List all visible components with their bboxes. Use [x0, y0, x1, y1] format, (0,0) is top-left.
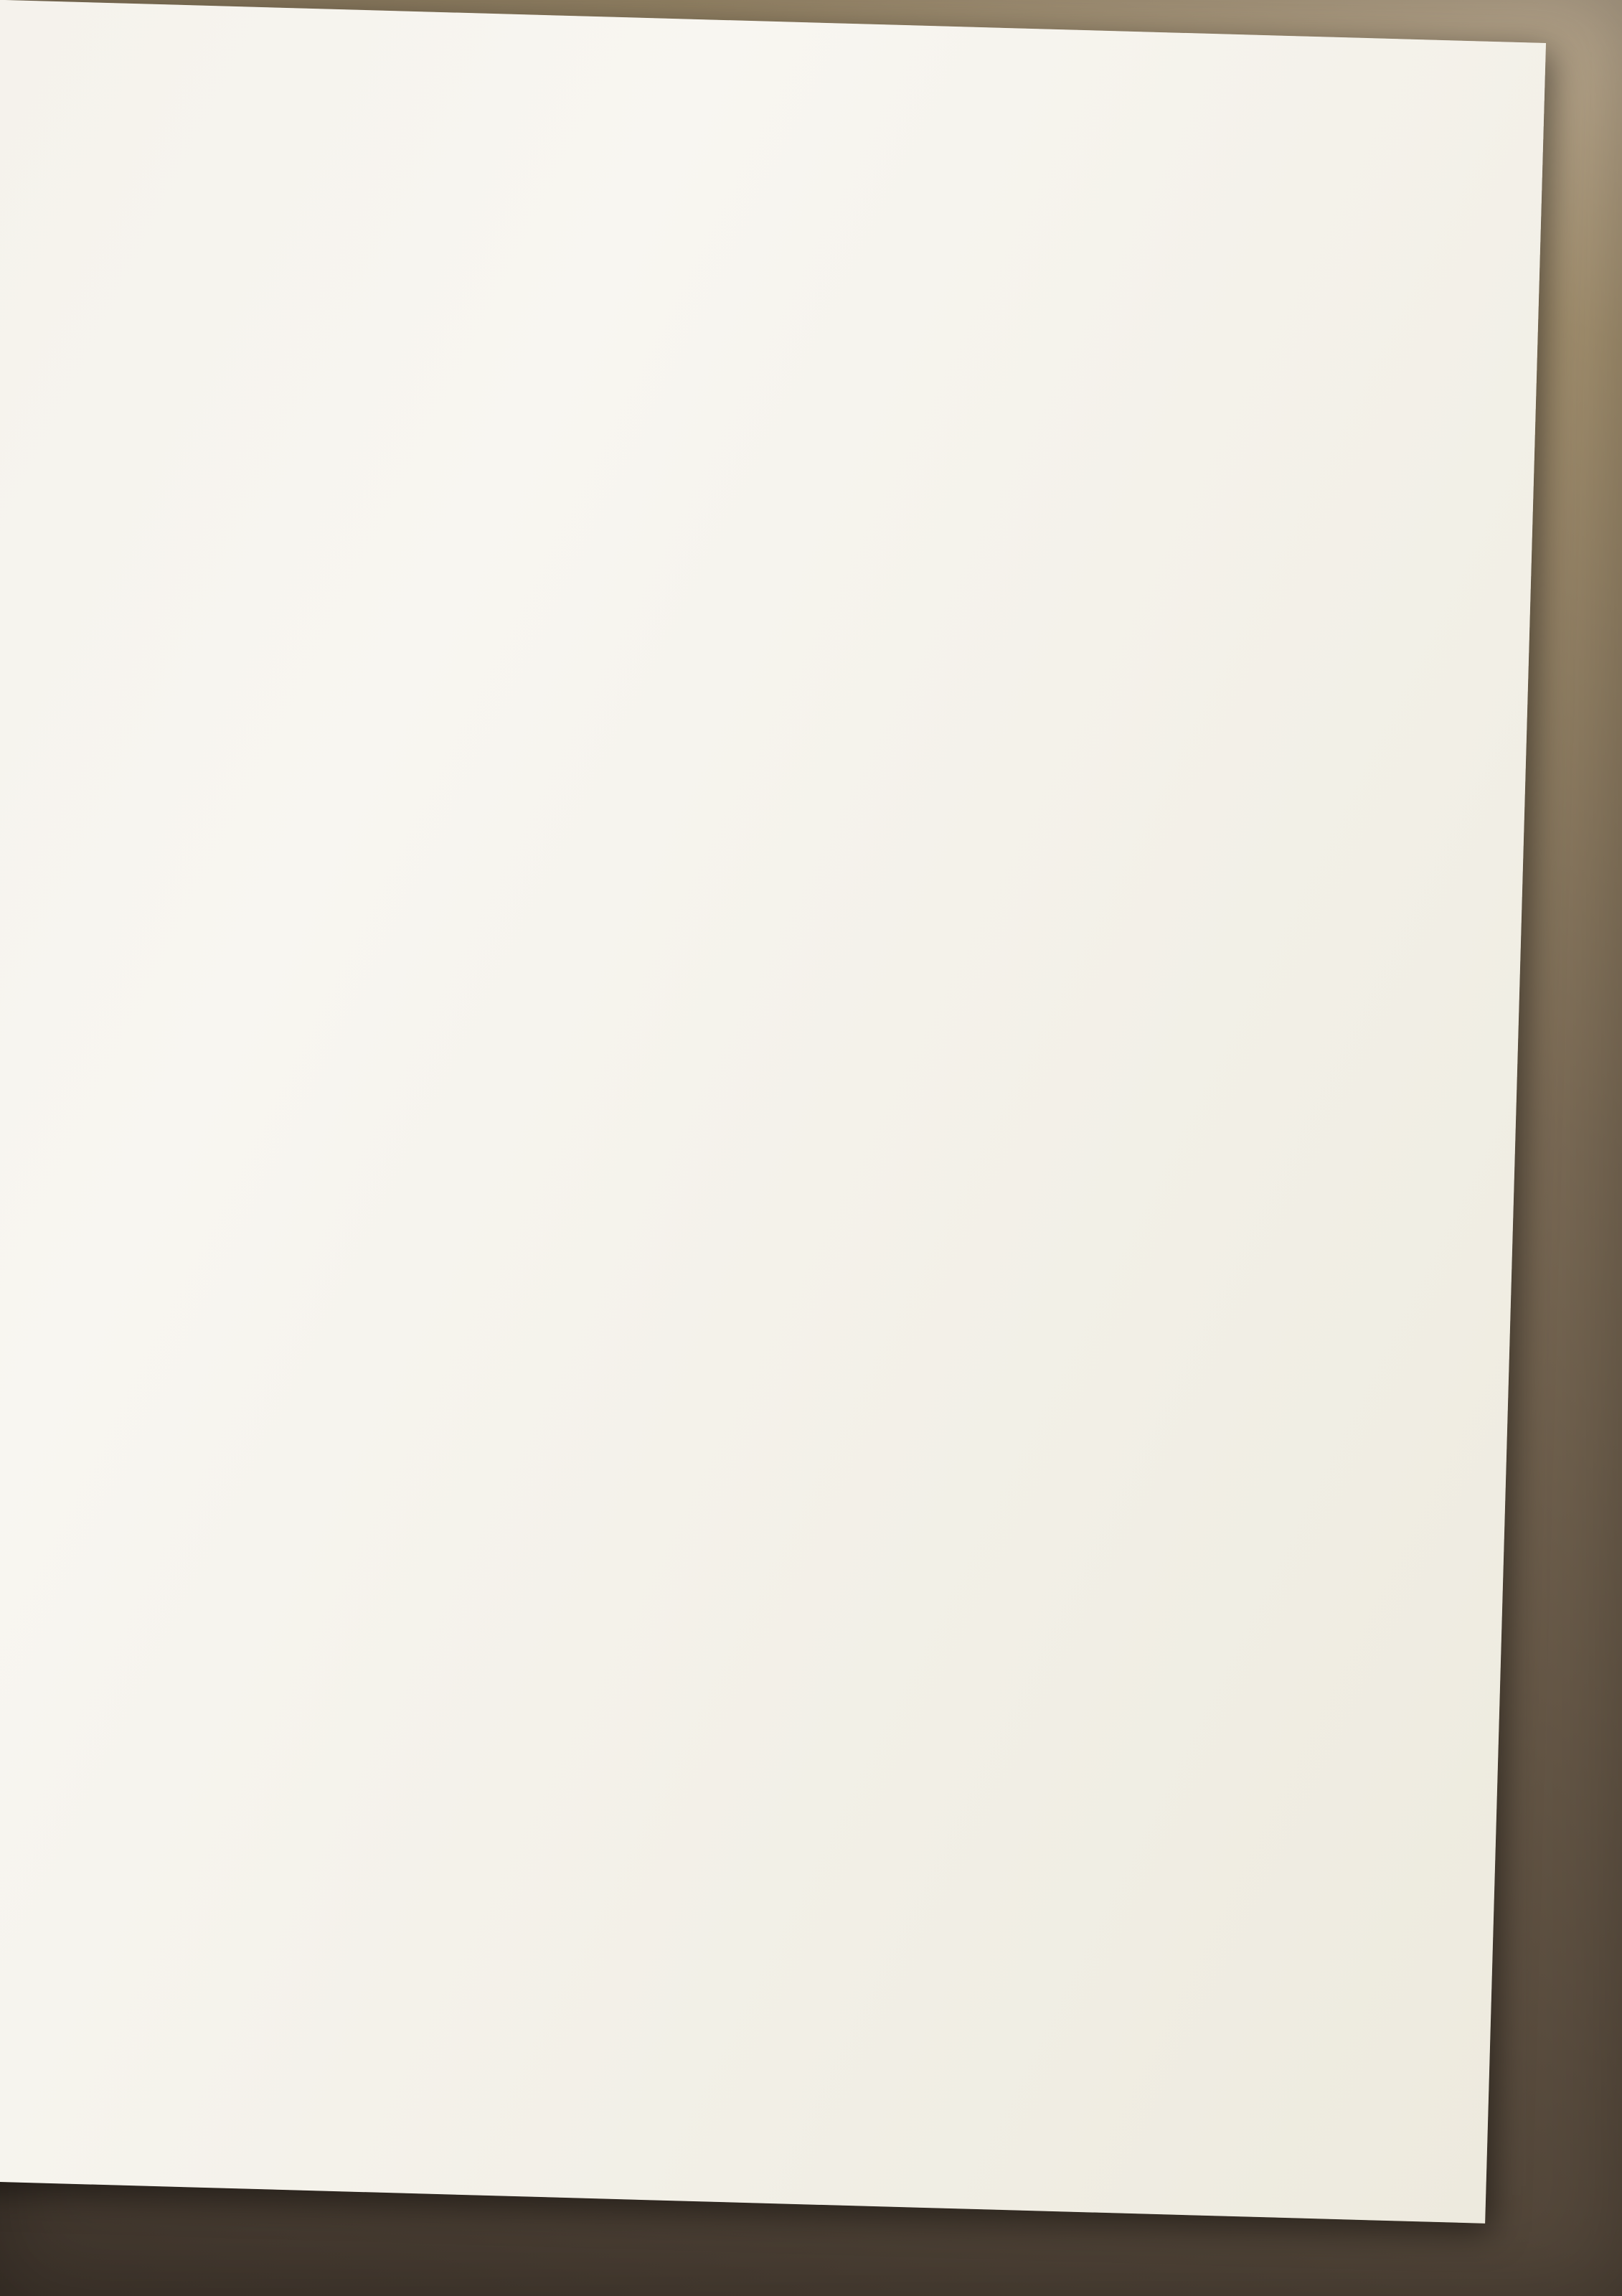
document-content	[0, 0, 1546, 43]
extra-cell	[1177, 0, 1416, 15]
table-row	[775, 0, 1050, 3]
table-row	[1177, 0, 1473, 15]
table-row	[990, 0, 1237, 9]
table-header-row	[1413, 0, 1546, 18]
extra-cell	[775, 0, 993, 3]
lesson-plan-table	[61, 0, 1546, 19]
header-extra-cell	[1413, 0, 1520, 18]
extra-cell	[990, 0, 1179, 9]
